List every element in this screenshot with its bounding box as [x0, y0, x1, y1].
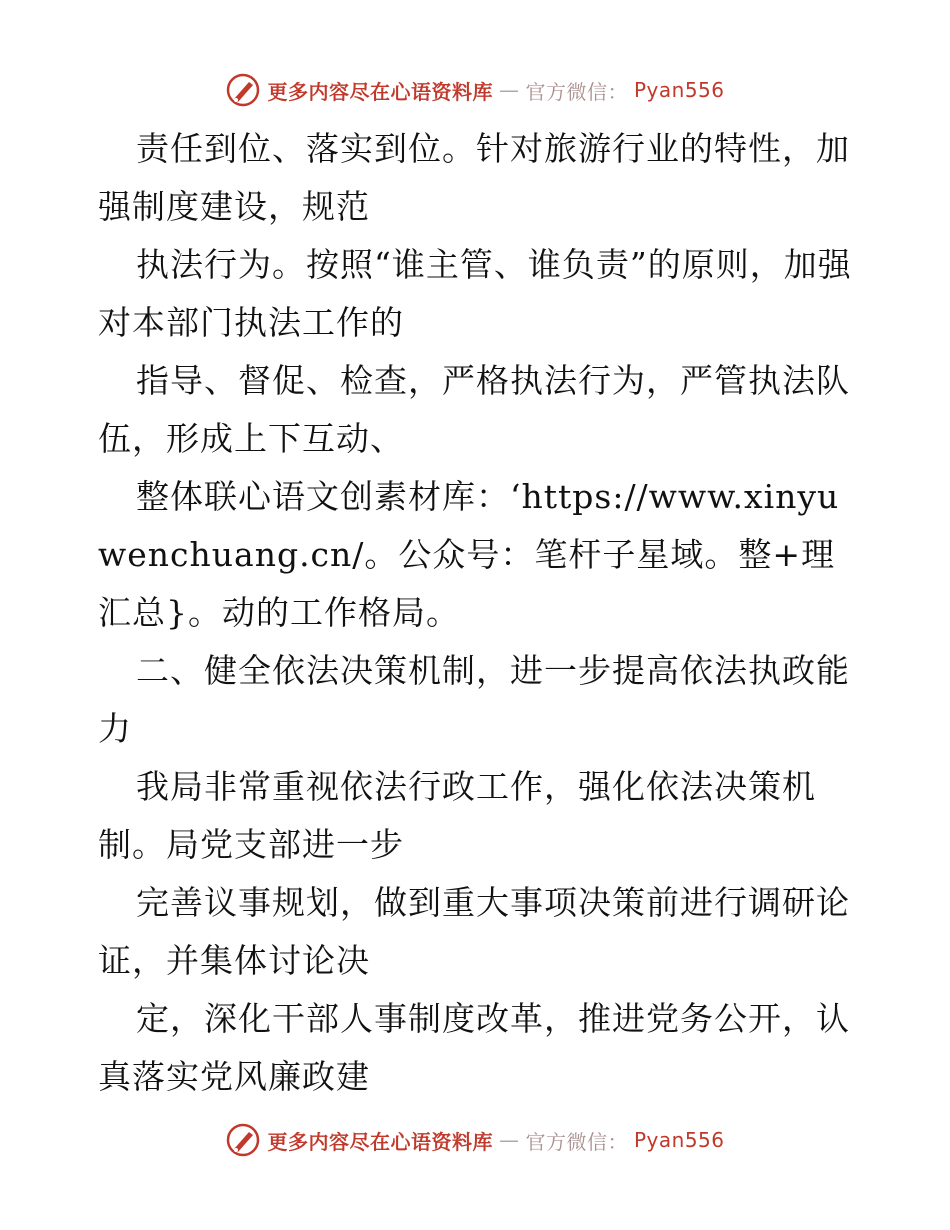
banner-wechat-label: 官方微信：: [525, 79, 628, 104]
banner-separator: —: [498, 1128, 520, 1152]
section-heading: 二、健全依法决策机制，进一步提高依法执政能力: [98, 651, 850, 748]
footer-watermark-banner: [0, 1118, 950, 1162]
paragraph: 完善议事规划，做到重大事项决策前进行调研论证，并集体讨论决: [98, 883, 850, 980]
pen-logo-icon: [225, 72, 261, 108]
paragraph: 定，深化干部人事制度改革，推进党务公开，认真落实党风廉政建: [98, 999, 850, 1096]
paragraph: 整体联心语文创素材库：‘https://www.xinyuwenchuang.cn/。公众号：笔杆子星域。整+理汇总}。动的工作格局。: [98, 477, 840, 632]
paragraph: 执法行为。按照“谁主管、谁负责”的原则，加强对本部门执法工作的: [98, 245, 852, 342]
banner-main-text: 更多内容尽在心语资料库: [267, 79, 493, 104]
paragraph: 我局非常重视依法行政工作，强化依法决策机制。局党支部进一步: [98, 767, 816, 864]
paragraph: 责任到位、落实到位。针对旅游行业的特性，加强制度建设，规范: [98, 129, 850, 226]
banner-wechat-id: Pyan556: [633, 78, 725, 102]
banner-wechat-id: Pyan556: [633, 1128, 725, 1152]
header-watermark-banner: [0, 68, 950, 112]
banner-main-text: 更多内容尽在心语资料库: [267, 1129, 493, 1154]
banner-wechat-label: 官方微信：: [525, 1129, 628, 1154]
document-body: [98, 120, 858, 1106]
pen-logo-icon: [225, 1122, 261, 1158]
banner-separator: —: [498, 78, 520, 102]
paragraph: 指导、督促、检查，严格执法行为，严管执法队伍，形成上下互动、: [98, 361, 850, 458]
